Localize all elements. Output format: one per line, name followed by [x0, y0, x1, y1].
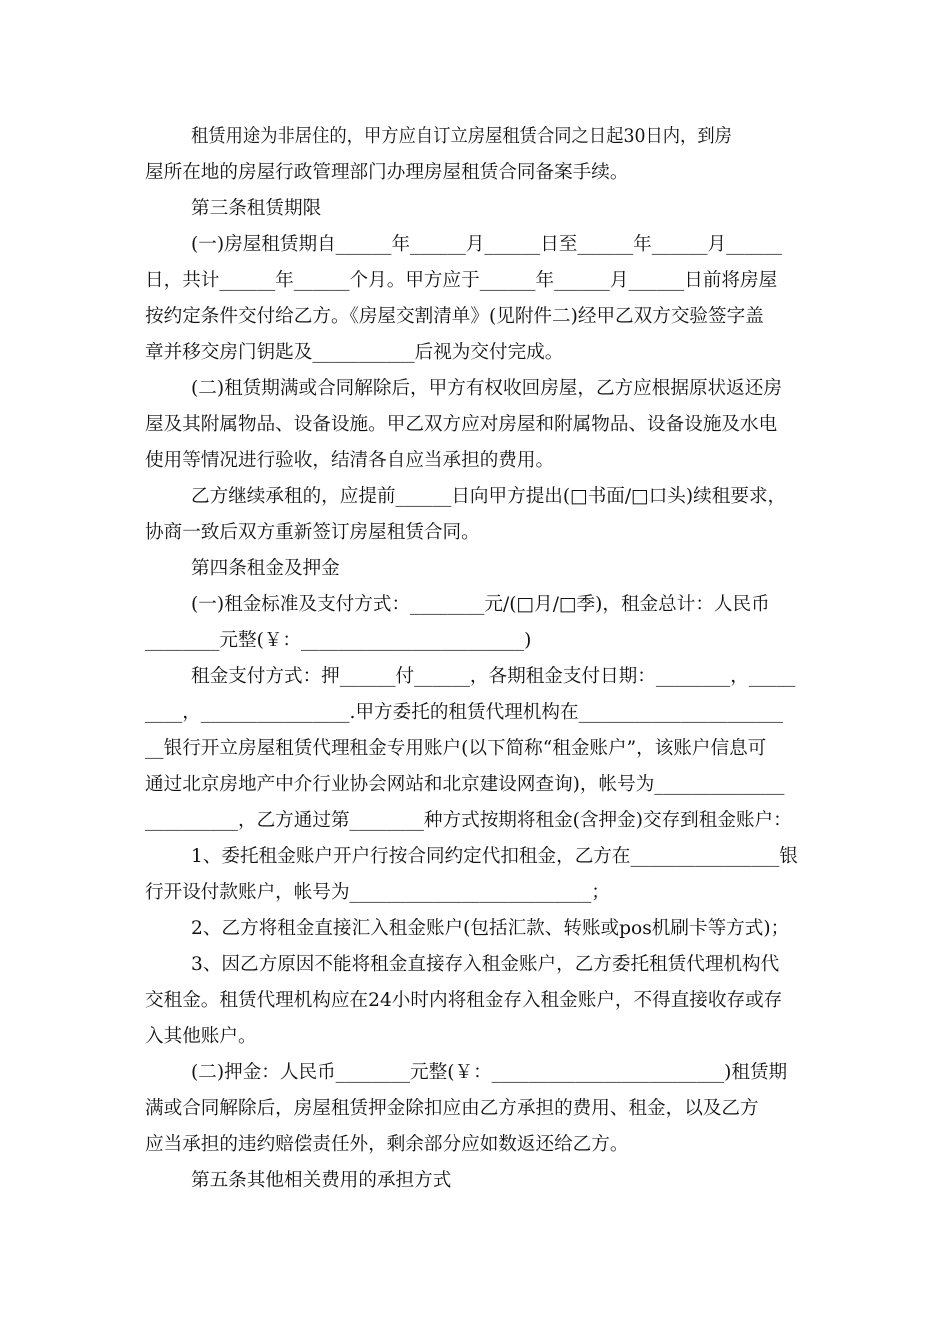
text-line: ____，________________.甲方委托的租赁代理机构在______________________: [145, 702, 784, 723]
text-line: 通过北京房地产中介行业协会网站和北京建设网查询)，帐号为______________: [145, 774, 785, 795]
list-item: 1、委托租金账户开户行按合同约定代扣租金，乙方在________________银: [191, 846, 798, 867]
section-heading: 第五条其他相关费用的承担方式: [191, 1170, 452, 1191]
text-line: 应当承担的违约赔偿责任外，剩余部分应如数返还给乙方。: [145, 1134, 629, 1155]
text-line: 章并移交房门钥匙及___________后视为交付完成。: [145, 342, 564, 363]
text-line: 交租金。租赁代理机构应在24小时内将租金存入租金账户，不得直接收存或存: [145, 990, 783, 1011]
text-line: 屋及其附属物品、设备设施。甲乙双方应对房屋和附属物品、设备设施及水电: [145, 414, 778, 435]
list-item: 2、乙方将租金直接汇入租金账户(包括汇款、转账或pos机刷卡等方式)；: [191, 918, 790, 939]
text-line: __银行开立房屋租赁代理租金专用账户(以下简称“租金账户”，该账户信息可: [145, 738, 767, 759]
text-line: 使用等情况进行验收，结清各自应当承担的费用。: [145, 450, 555, 471]
text-line: (二)租赁期满或合同解除后，甲方有权收回房屋，乙方应根据原状返还房: [191, 378, 782, 399]
text-line: 入其他账户。: [145, 1026, 257, 1047]
list-item: 3、因乙方原因不能将租金直接存入租金账户，乙方委托租赁代理机构代: [191, 954, 780, 975]
text-line: 行开设付款账户，帐号为__________________________；: [145, 882, 610, 903]
section-heading: 第四条租金及押金: [191, 558, 340, 579]
text-line: ________元整(￥：________________________): [145, 630, 532, 651]
text-line: 协商一致后双方重新签订房屋租赁合同。: [145, 522, 480, 543]
text-line: (一)租金标准及支付方式：________元/(□月/□季)，租金总计：人民币: [191, 594, 770, 615]
section-heading: 第三条租赁期限: [191, 198, 322, 219]
text-line: 租赁用途为非居住的，甲方应自订立房屋租赁合同之日起30日内，到房: [191, 126, 732, 147]
text-line: __________，乙方通过第________种方式按期将租金(含押金)交存到租金账户：: [145, 810, 792, 831]
text-line: 屋所在地的房屋行政管理部门办理房屋租赁合同备案手续。: [145, 162, 629, 183]
text-line: 满或合同解除后，房屋租赁押金除扣应由乙方承担的费用、租金，以及乙方: [145, 1098, 759, 1119]
text-line: 乙方继续承租的，应提前______日向甲方提出(□书面/□口头)续租要求，: [191, 486, 787, 507]
text-line: 按约定条件交付给乙方。《房屋交割清单》(见附件二)经甲乙双方交验签字盖: [145, 306, 764, 327]
text-line: 租金支付方式：押______付______，各期租金支付日期：________，_____: [191, 666, 796, 687]
text-line: (二)押金：人民币________元整(￥：_________________________)租赁期: [191, 1062, 788, 1083]
text-line: (一)房屋租赁期自______年______月______日至______年______月______: [191, 234, 782, 255]
text-line: 日，共计______年______个月。甲方应于______年______月______日前将房屋: [145, 270, 778, 291]
